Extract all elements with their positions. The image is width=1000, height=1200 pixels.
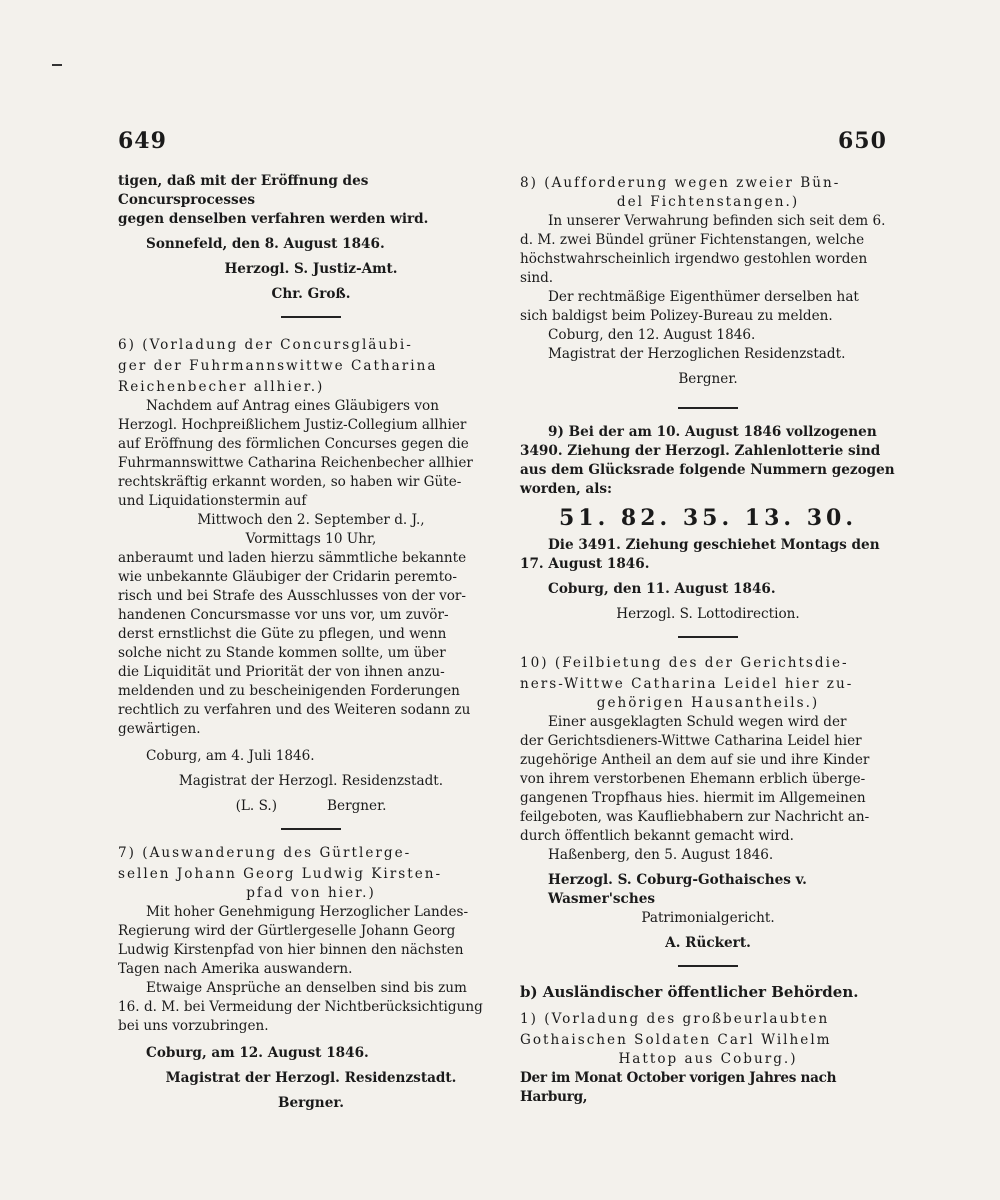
notice-6-heading: Reichenbecher allhier.) bbox=[118, 379, 325, 395]
notice-7-body: Regierung wird der Gürtlergeselle Johann Georg bbox=[118, 923, 456, 939]
intro-line: gegen denselben verfahren werden wird. bbox=[118, 211, 429, 227]
page-number-right: 650 bbox=[838, 128, 887, 154]
notice-7-signature: Magistrat der Herzogl. Residenzstadt. bbox=[165, 1070, 457, 1086]
intro-line: tigen, daß mit der Eröffnung des Concursprocesses bbox=[118, 173, 369, 208]
notice-7-heading: sellen Johann Georg Ludwig Kirsten- bbox=[118, 866, 443, 882]
separator bbox=[678, 407, 738, 409]
notice-6-body: meldenden und zu bescheinigenden Forderungen bbox=[118, 683, 460, 699]
notice-7-body: Etwaige Ansprüche an denselben sind bis zum bbox=[146, 980, 467, 996]
notice-8-body: Der rechtmäßige Eigenthümer derselben hat bbox=[548, 289, 859, 305]
notice-b1-heading: 1) (Vorladung des großbeurlaubten bbox=[520, 1011, 830, 1027]
notice-10-body: Einer ausgeklagten Schuld wegen wird der bbox=[548, 714, 847, 730]
notice-10-body: zugehörige Antheil an dem auf sie und ihre Kinder bbox=[520, 752, 870, 768]
notice-6-body: Nachdem auf Antrag eines Gläubigers von bbox=[146, 398, 439, 414]
notice-6-heading: ger der Fuhrmannswittwe Catharina bbox=[118, 358, 438, 374]
notice-6-place: Coburg, am 4. Juli 1846. bbox=[146, 748, 315, 764]
notice-6-date: Mittwoch den 2. September d. J., bbox=[197, 512, 425, 528]
separator bbox=[678, 636, 738, 638]
notice-10-heading: gehörigen Hausantheils.) bbox=[596, 695, 820, 711]
separator bbox=[678, 965, 738, 967]
separator bbox=[281, 828, 341, 830]
notice-6-body: rechtskräftig erkannt worden, so haben wir Güte- bbox=[118, 474, 462, 490]
notice-8-place: Coburg, den 12. August 1846. bbox=[548, 327, 756, 343]
notice-7-heading: pfad von hier.) bbox=[246, 885, 376, 901]
intro-signer: Chr. Groß. bbox=[271, 286, 351, 302]
notice-6-body: und Liquidationstermin auf bbox=[118, 493, 307, 509]
notice-8-heading: del Fichtenstangen.) bbox=[616, 194, 800, 210]
notice-10-heading: 10) (Feilbietung des der Gerichtsdie- bbox=[520, 655, 849, 671]
notice-6-body: gewärtigen. bbox=[118, 721, 201, 737]
notice-9-body: 17. August 1846. bbox=[520, 556, 650, 572]
notice-7-signer: Bergner. bbox=[278, 1095, 344, 1111]
notice-6-body: risch und bei Strafe des Ausschlusses von der vor- bbox=[118, 588, 467, 604]
notice-10-heading: ners-Wittwe Catharina Leidel hier zu- bbox=[520, 676, 854, 692]
notice-10-body: der Gerichtsdieners-Wittwe Catharina Leidel hier bbox=[520, 733, 862, 749]
notice-b1-body: Der im Monat October vorigen Jahres nach Harburg, bbox=[520, 1070, 837, 1105]
notice-6-body: auf Eröffnung des förmlichen Concurses gegen die bbox=[118, 436, 469, 452]
notice-6-heading: 6) (Vorladung der Concursgläubi- bbox=[118, 337, 413, 353]
notice-7-heading: 7) (Auswanderung des Gürtlerge- bbox=[118, 845, 412, 861]
notice-8-signature: Magistrat der Herzoglichen Residenzstadt. bbox=[548, 346, 846, 362]
notice-10-body: von ihrem verstorbenen Ehemann erblich überge- bbox=[520, 771, 866, 787]
intro-place: Sonnefeld, den 8. August 1846. bbox=[146, 236, 385, 252]
notice-6-body: handenen Concursmasse vor uns vor, um zuvör- bbox=[118, 607, 449, 623]
notice-b1-heading: Hattop aus Coburg.) bbox=[618, 1051, 798, 1067]
notice-9-body: aus dem Glücksrade folgende Nummern gezogen bbox=[520, 462, 895, 478]
notice-7-body: Ludwig Kirstenpfad von hier binnen den nächsten bbox=[118, 942, 464, 958]
notice-8-signer: Bergner. bbox=[678, 371, 738, 387]
notice-8-heading: 8) (Aufforderung wegen zweier Bün- bbox=[520, 175, 841, 191]
page-number-left: 649 bbox=[118, 128, 167, 154]
notice-8-body: d. M. zwei Bündel grüner Fichtenstangen, welche bbox=[520, 232, 865, 248]
left-column bbox=[118, 172, 504, 1113]
intro-signature: Herzogl. S. Justiz-Amt. bbox=[224, 261, 398, 277]
notice-6-seal-row bbox=[118, 797, 504, 816]
seal-mark: (L. S.) bbox=[235, 798, 278, 814]
notice-8-body: höchstwahrscheinlich irgendwo gestohlen worden sind. bbox=[520, 251, 868, 286]
notice-7-body: bei uns vorzubringen. bbox=[118, 1018, 269, 1034]
notice-10-body: gangenen Tropfhaus hies. hiermit im Allgemeinen bbox=[520, 790, 866, 806]
notice-9-body: Die 3491. Ziehung geschiehet Montags den bbox=[548, 537, 880, 553]
notice-6-body: Fuhrmannswittwe Catharina Reichenbecher allhier bbox=[118, 455, 473, 471]
notice-10-signature: Herzogl. S. Coburg-Gothaisches v. Wasmer'sches bbox=[548, 872, 807, 907]
notice-10-body: feilgeboten, was Kaufliebhabern zur Nachricht an- bbox=[520, 809, 870, 825]
notice-7-body: 16. d. M. bei Vermeidung der Nichtberücksichtigung bbox=[118, 999, 483, 1015]
notice-8-body: In unserer Verwahrung befinden sich seit dem 6. bbox=[548, 213, 886, 229]
notice-6-body: wie unbekannte Gläubiger der Cridarin peremto- bbox=[118, 569, 457, 585]
notice-9-body: 3490. Ziehung der Herzogl. Zahlenlotterie sind bbox=[520, 443, 881, 459]
notice-10-signature: Patrimonialgericht. bbox=[641, 910, 775, 926]
notice-10-signer: A. Rückert. bbox=[665, 935, 751, 951]
notice-7-body: Mit hoher Genehmigung Herzoglicher Landes- bbox=[146, 904, 469, 920]
notice-7-body: Tagen nach Amerika auswandern. bbox=[118, 961, 353, 977]
notice-9-place: Coburg, den 11. August 1846. bbox=[548, 581, 776, 597]
notice-10-body: durch öffentlich bekannt gemacht wird. bbox=[520, 828, 794, 844]
right-column bbox=[520, 172, 896, 1107]
notice-8-body: sich baldigst beim Polizey-Bureau zu melden. bbox=[520, 308, 833, 324]
notice-6-signer: Bergner. bbox=[327, 798, 387, 814]
notice-9-body: 9) Bei der am 10. August 1846 vollzogenen bbox=[548, 424, 877, 440]
notice-6-body: die Liquidität und Priorität der von ihnen anzu- bbox=[118, 664, 445, 680]
notice-7-place: Coburg, am 12. August 1846. bbox=[146, 1045, 369, 1061]
notice-6-body: solche nicht zu Stande kommen sollte, um über bbox=[118, 645, 446, 661]
notice-b1-heading: Gothaischen Soldaten Carl Wilhelm bbox=[520, 1032, 832, 1048]
notice-6-body: Herzogl. Hochpreißlichem Justiz-Collegium allhier bbox=[118, 417, 467, 433]
notice-6-body: anberaumt und laden hierzu sämmtliche bekannte bbox=[118, 550, 467, 566]
section-heading: b) Ausländischer öffentlicher Behörden. bbox=[520, 983, 859, 1001]
notice-9-signature: Herzogl. S. Lottodirection. bbox=[616, 606, 800, 622]
separator bbox=[281, 316, 341, 318]
notice-6-body: derst ernstlichst die Güte zu pflegen, und wenn bbox=[118, 626, 447, 642]
notice-6-time: Vormittags 10 Uhr, bbox=[245, 531, 377, 547]
lottery-numbers: 51. 82. 35. 13. 30. bbox=[558, 505, 857, 531]
notice-6-body: rechtlich zu verfahren und des Weiteren sodann zu bbox=[118, 702, 471, 718]
notice-10-place: Haßenberg, den 5. August 1846. bbox=[548, 847, 774, 863]
notice-9-body: worden, als: bbox=[520, 481, 613, 497]
margin-dash bbox=[52, 64, 62, 66]
notice-6-signature: Magistrat der Herzogl. Residenzstadt. bbox=[178, 773, 444, 789]
